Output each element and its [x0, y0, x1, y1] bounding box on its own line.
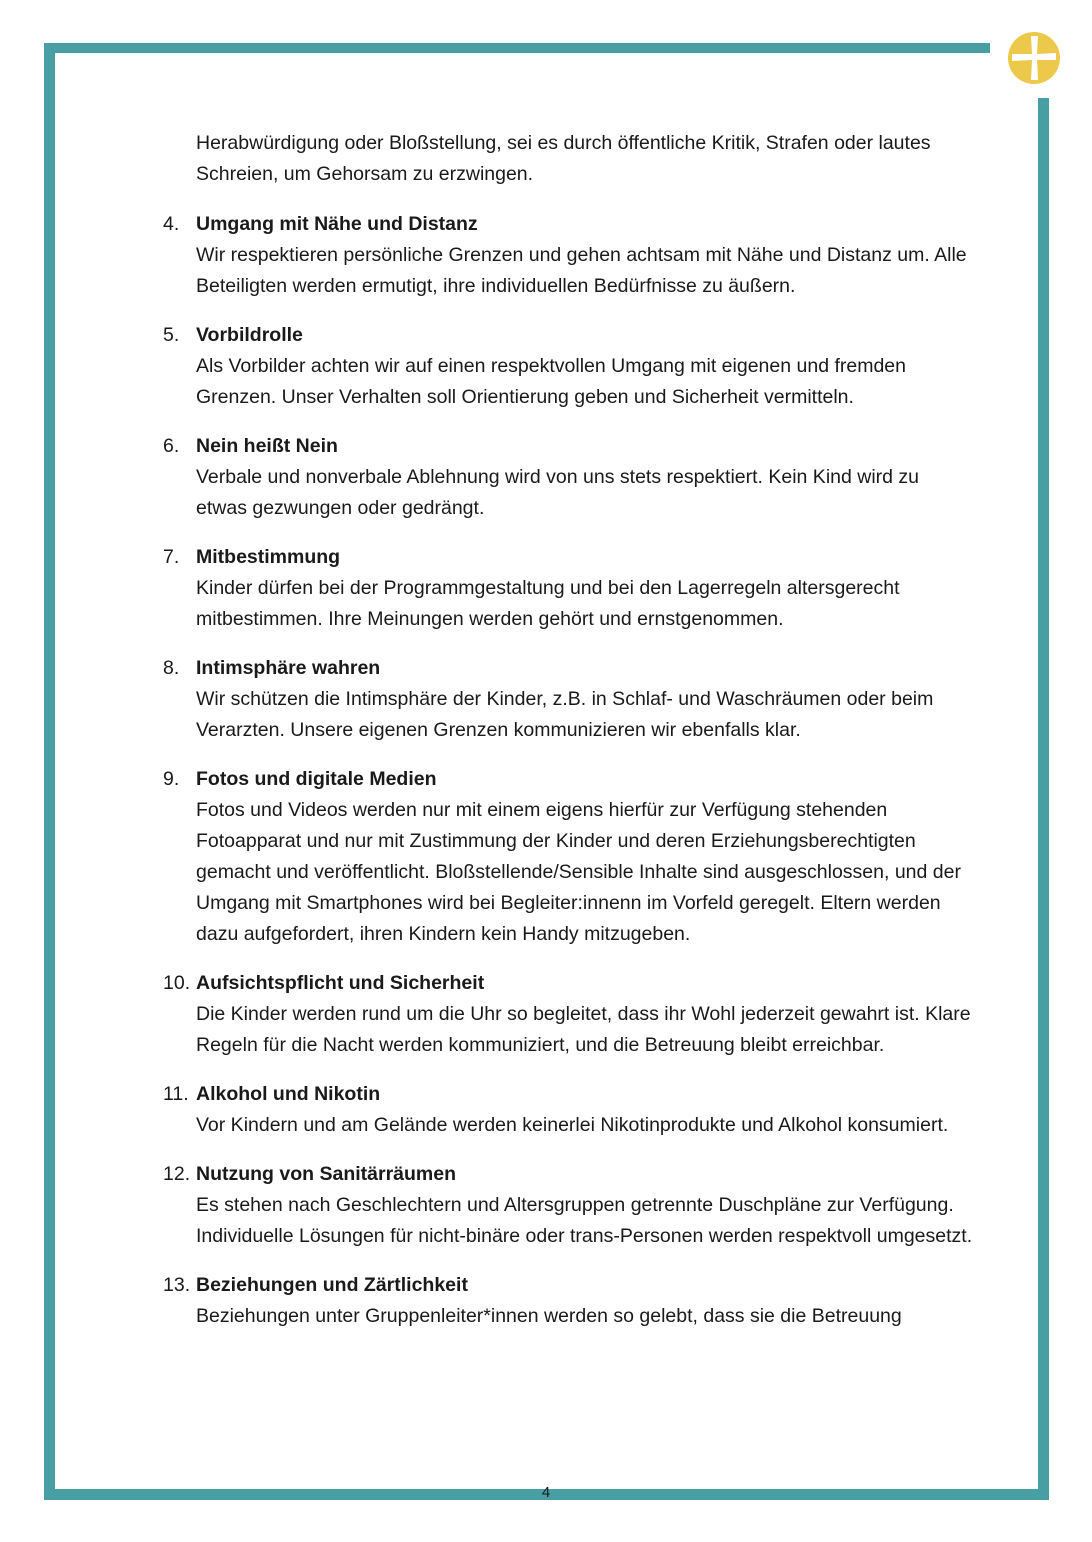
numbered-list [163, 209, 973, 1332]
list-item [163, 431, 973, 524]
list-item [163, 968, 973, 1061]
list-item-body [196, 1159, 973, 1252]
list-item-title: Nein heißt Nein [196, 435, 338, 457]
list-item-text: Die Kinder werden rund um die Uhr so begleitet, dass ihr Wohl jederzeit gewahrt ist. Klare Regeln für die Nacht werden kommuniziert, und die Betreuung bleibt erreichbar. [196, 1003, 971, 1056]
list-item-body [196, 320, 973, 413]
list-item [163, 1270, 973, 1332]
list-item-title: Alkohol und Nikotin [196, 1083, 381, 1105]
list-item-body [196, 764, 973, 950]
cross-circle-logo-icon [1007, 31, 1061, 85]
list-item-number: 11. [163, 1083, 189, 1105]
page-number: 4 [541, 1484, 551, 1501]
list-item-text: Kinder dürfen bei der Programmgestaltung und bei den Lagerregeln altersgerecht mitbestimmen. Ihre Meinungen werden gehört und ernstgenommen. [196, 577, 900, 630]
list-item-title: Beziehungen und Zärtlichkeit [196, 1274, 468, 1296]
list-item-body [196, 1270, 973, 1332]
list-item-number: 12. [163, 1163, 191, 1185]
list-item-text: Verbale und nonverbale Ablehnung wird von uns stets respektiert. Kein Kind wird zu etwas gezwungen oder gedrängt. [196, 466, 920, 519]
list-item-body [196, 431, 973, 524]
list-item [163, 209, 973, 302]
list-item-text: Wir schützen die Intimsphäre der Kinder, z.B. in Schlaf- und Waschräumen oder beim Verarzten. Unsere eigenen Grenzen kommunizieren wir ebenfalls klar. [196, 688, 934, 741]
list-item [163, 1159, 973, 1252]
list-item-number: 10. [163, 972, 191, 994]
list-item-text: Fotos und Videos werden nur mit einem eigens hierfür zur Verfügung stehenden Fotoapparat und nur mit Zustimmung der Kinder und deren Erziehungsberechtigten gemacht und veröffentlicht. Bloßstellende/Sensible Inhalte sind ausgeschlossen, und der Umgang mit Smartphones wird bei Begleiter:innenn im Vorfeld geregelt. Eltern werden dazu aufgefordert, ihren Kindern kein Handy mitzugeben. [196, 799, 961, 945]
list-item-text: Wir respektieren persönliche Grenzen und gehen achtsam mit Nähe und Distanz um. Alle Beteiligten werden ermutigt, ihre individuellen Bedürfnisse zu äußern. [196, 244, 967, 297]
page-frame-top [44, 43, 990, 53]
list-item-number: 13. [163, 1274, 191, 1296]
list-item [163, 764, 973, 950]
list-item-title: Nutzung von Sanitärräumen [196, 1163, 457, 1185]
list-item-body [196, 653, 973, 746]
list-item-title: Fotos und digitale Medien [196, 768, 437, 790]
list-item-body [196, 209, 973, 302]
list-item-text: Beziehungen unter Gruppenleiter*innen werden so gelebt, dass sie die Betreuung [196, 1305, 902, 1327]
list-item-number: 7. [163, 546, 180, 568]
page-frame-left [44, 43, 55, 1500]
page-frame-right [1038, 98, 1049, 1500]
list-item [163, 653, 973, 746]
list-item-body [196, 968, 973, 1061]
list-item-number: 6. [163, 435, 180, 457]
list-item-title: Mitbestimmung [196, 546, 341, 568]
list-item [163, 1079, 973, 1141]
list-item-number: 8. [163, 657, 180, 679]
document-body [163, 128, 973, 1350]
intro-paragraph: Herabwürdigung oder Bloßstellung, sei es durch öffentliche Kritik, Strafen oder lautes Schreien, um Gehorsam zu erzwingen. [196, 132, 931, 185]
list-item [163, 320, 973, 413]
list-item-body [196, 542, 973, 635]
list-item-title: Umgang mit Nähe und Distanz [196, 213, 478, 235]
list-item-title: Aufsichtspflicht und Sicherheit [196, 972, 485, 994]
list-item-number: 5. [163, 324, 180, 346]
list-item-text: Als Vorbilder achten wir auf einen respektvollen Umgang mit eigenen und fremden Grenzen. Unser Verhalten soll Orientierung geben und Sicherheit vermitteln. [196, 355, 906, 408]
list-item-title: Intimsphäre wahren [196, 657, 381, 679]
list-item [163, 542, 973, 635]
list-item-text: Es stehen nach Geschlechtern und Altersgruppen getrennte Duschpläne zur Verfügung. Individuelle Lösungen für nicht-binäre oder trans-Personen werden respektvoll umgesetzt. [196, 1194, 973, 1247]
list-item-text: Vor Kindern und am Gelände werden keinerlei Nikotinprodukte und Alkohol konsumiert. [196, 1114, 949, 1136]
list-item-number: 4. [163, 213, 180, 235]
list-item-body [196, 1079, 973, 1141]
list-item-number: 9. [163, 768, 180, 790]
list-item-title: Vorbildrolle [196, 324, 303, 346]
